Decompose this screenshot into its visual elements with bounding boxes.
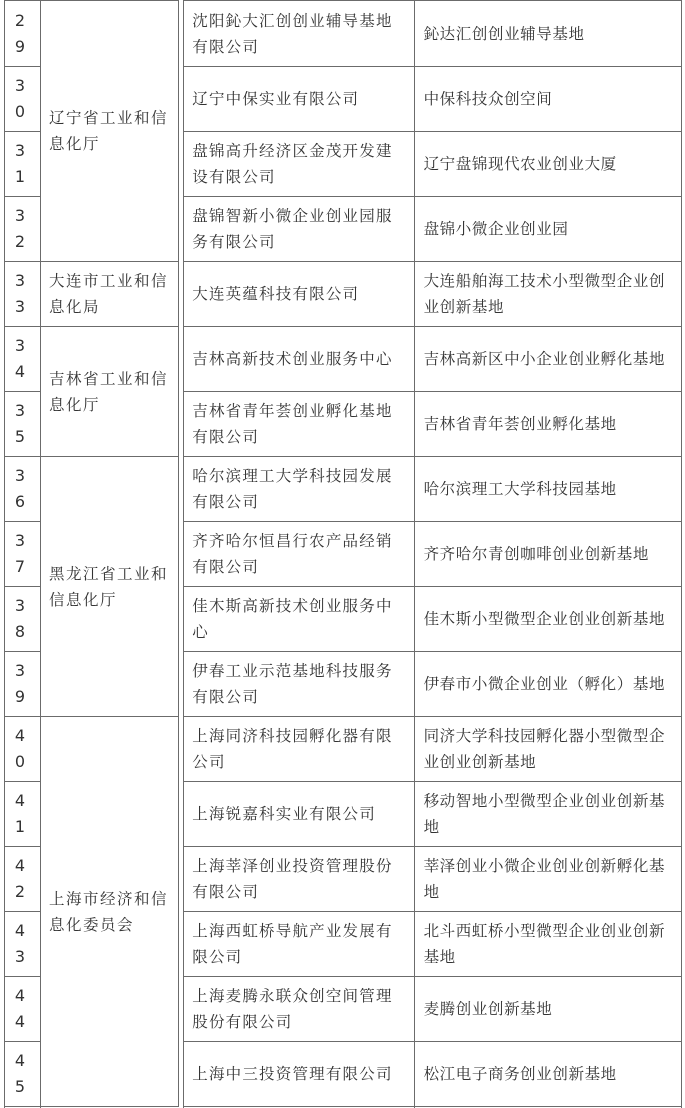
department-cell: 黑龙江省工业和信息化厅 xyxy=(41,457,179,717)
base-name-cell: 大连船舶海工技术小型微型企业创业创新基地 xyxy=(414,262,681,327)
department-cell: 上海市经济和信息化委员会 xyxy=(41,717,179,1107)
row-number-cell: 39 xyxy=(5,652,41,717)
organization-cell: 盘锦高升经济区金茂开发建设有限公司 xyxy=(184,132,414,197)
department-cell: 吉林省工业和信息化厅 xyxy=(41,327,179,457)
organization-cell: 上海锐嘉科实业有限公司 xyxy=(184,782,414,847)
department-cell: 大连市工业和信息化局 xyxy=(41,262,179,327)
organization-cell: 上海同济科技园孵化器有限公司 xyxy=(184,717,414,782)
base-name-cell: 麦腾创业创新基地 xyxy=(414,977,681,1042)
row-number-cell: 36 xyxy=(5,457,41,522)
row-number-cell: 31 xyxy=(5,132,41,197)
organization-cell: 上海麦腾永联众创空间管理股份有限公司 xyxy=(184,977,414,1042)
enterprise-base-table xyxy=(4,0,682,1107)
row-number-cell: 35 xyxy=(5,392,41,457)
organization-cell: 上海中三投资管理有限公司 xyxy=(184,1042,414,1107)
base-name-cell: 移动智地小型微型企业创业创新基地 xyxy=(414,782,681,847)
base-name-cell: 鈊达汇创创业辅导基地 xyxy=(414,1,681,67)
row-number-cell: 33 xyxy=(5,262,41,327)
organization-cell: 吉林省青年荟创业孵化基地有限公司 xyxy=(184,392,414,457)
table-row xyxy=(5,717,682,782)
organization-cell: 上海莘泽创业投资管理股份有限公司 xyxy=(184,847,414,912)
table-continuation xyxy=(4,1104,682,1108)
row-number-cell: 30 xyxy=(5,67,41,132)
row-number-cell: 32 xyxy=(5,197,41,262)
organization-cell: 吉林高新技术创业服务中心 xyxy=(184,327,414,392)
row-number-cell: 41 xyxy=(5,782,41,847)
table-row xyxy=(5,327,682,392)
row-number-cell: 37 xyxy=(5,522,41,587)
base-name-cell: 吉林高新区中小企业创业孵化基地 xyxy=(414,327,681,392)
base-name-cell: 北斗西虹桥小型微型企业创业创新基地 xyxy=(414,912,681,977)
row-number-cell: 42 xyxy=(5,847,41,912)
row-number-cell: 45 xyxy=(5,1042,41,1107)
row-number-cell: 43 xyxy=(5,912,41,977)
organization-cell: 哈尔滨理工大学科技园发展有限公司 xyxy=(184,457,414,522)
organization-cell: 辽宁中保实业有限公司 xyxy=(184,67,414,132)
base-name-cell: 松江电子商务创业创新基地 xyxy=(414,1042,681,1107)
base-name-cell: 哈尔滨理工大学科技园基地 xyxy=(414,457,681,522)
base-name-cell: 中保科技众创空间 xyxy=(414,67,681,132)
base-name-cell: 同济大学科技园孵化器小型微型企业创业创新基地 xyxy=(414,717,681,782)
table-row xyxy=(5,262,682,327)
organization-cell: 大连英蕴科技有限公司 xyxy=(184,262,414,327)
row-number-cell: 44 xyxy=(5,977,41,1042)
base-name-cell: 辽宁盘锦现代农业创业大厦 xyxy=(414,132,681,197)
row-number-cell: 34 xyxy=(5,327,41,392)
table-row xyxy=(5,1,682,67)
base-name-cell: 吉林省青年荟创业孵化基地 xyxy=(414,392,681,457)
organization-cell: 沈阳鈊大汇创创业辅导基地有限公司 xyxy=(184,1,414,67)
base-name-cell: 盘锦小微企业创业园 xyxy=(414,197,681,262)
table-row xyxy=(5,457,682,522)
department-cell: 辽宁省工业和信息化厅 xyxy=(41,1,179,262)
organization-cell: 盘锦智新小微企业创业园服务有限公司 xyxy=(184,197,414,262)
organization-cell: 佳木斯高新技术创业服务中心 xyxy=(184,587,414,652)
base-name-cell: 齐齐哈尔青创咖啡创业创新基地 xyxy=(414,522,681,587)
row-number-cell: 40 xyxy=(5,717,41,782)
base-name-cell: 莘泽创业小微企业创业创新孵化基地 xyxy=(414,847,681,912)
base-name-cell: 佳木斯小型微型企业创业创新基地 xyxy=(414,587,681,652)
row-number-cell: 38 xyxy=(5,587,41,652)
organization-cell: 齐齐哈尔恒昌行农产品经销有限公司 xyxy=(184,522,414,587)
organization-cell: 伊春工业示范基地科技服务有限公司 xyxy=(184,652,414,717)
organization-cell: 上海西虹桥导航产业发展有限公司 xyxy=(184,912,414,977)
base-name-cell: 伊春市小微企业创业（孵化）基地 xyxy=(414,652,681,717)
row-number-cell: 29 xyxy=(5,1,41,67)
